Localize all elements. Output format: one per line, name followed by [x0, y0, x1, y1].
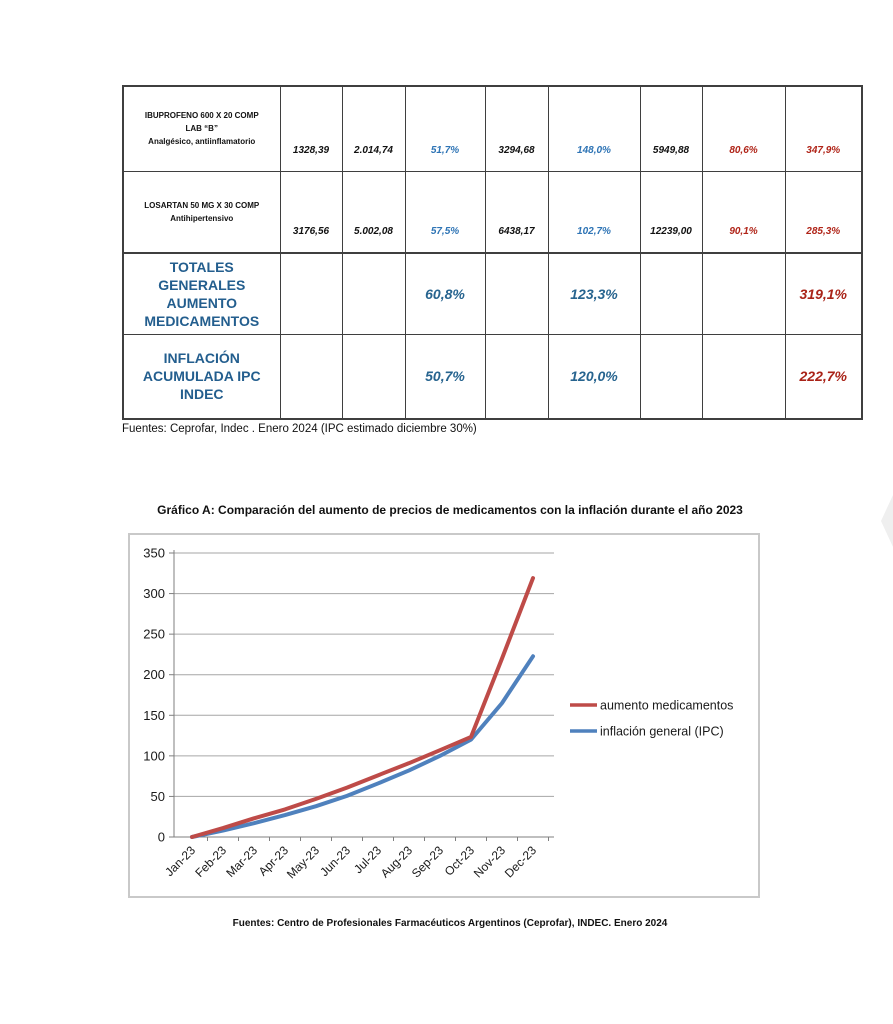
table-cell: 3294,68 [485, 86, 548, 171]
table-cell: 50,7% [405, 334, 485, 419]
table-cell: 51,7% [405, 86, 485, 171]
table-cell [342, 253, 405, 334]
table-cell: 60,8% [405, 253, 485, 334]
table-cell: 5.002,08 [342, 171, 405, 253]
x-tick-label: Oct-23 [441, 843, 478, 879]
table-cell [640, 334, 702, 419]
x-tick-label: Jan-23 [162, 843, 199, 880]
medication-price-table [122, 85, 863, 420]
table-cell: 347,9% [785, 86, 862, 171]
y-tick-label: 150 [143, 707, 165, 723]
drug-name-line: Antihipertensivo [170, 213, 234, 223]
table-row-ibuprofeno [123, 86, 862, 171]
table-cell [702, 253, 785, 334]
x-tick-label: May-23 [283, 843, 323, 882]
table-cell: 120,0% [548, 334, 640, 419]
totals-label-line: INDEC [179, 386, 224, 403]
table-row-totales-generales [123, 253, 862, 334]
y-tick-label: 200 [143, 667, 165, 683]
table-row-inflacion-ipc [123, 334, 862, 419]
legend-label: aumento medicamentos [600, 698, 734, 713]
drug-name-line: IBUPROFENO 600 X 20 COMP [144, 111, 259, 121]
table-cell: 1328,39 [280, 86, 342, 171]
table-cell: 5949,88 [640, 86, 702, 171]
totals-label-line: AUMENTO [166, 294, 238, 311]
x-tick-label: Nov-23 [470, 843, 509, 881]
x-tick-label: Jun-23 [317, 843, 354, 880]
table-cell [640, 253, 702, 334]
table-cell: 90,1% [702, 171, 785, 253]
legend-label: inflación general (IPC) [600, 724, 724, 739]
chart-title: Gráfico A: Comparación del aumento de precios de medicamentos con la inflación durante el año 2023 [157, 503, 743, 517]
y-tick-label: 0 [157, 829, 165, 845]
table-cell [485, 253, 548, 334]
totals-label-line: TOTALES GENERALES [158, 258, 246, 293]
table-cell [485, 334, 548, 419]
table-cell: 102,7% [548, 171, 640, 253]
table-cell [280, 253, 342, 334]
table-cell [342, 334, 405, 419]
y-tick-label: 300 [143, 586, 165, 602]
drug-name-cell [123, 171, 280, 253]
table-cell: 6438,17 [485, 171, 548, 253]
table-source-caption: Fuentes: Ceprofar, Indec . Enero 2024 (IPC estimado diciembre 30%) [122, 423, 477, 435]
drug-name-line: Analgésico, antiinflamatorio [148, 137, 256, 147]
chart-source-wrap [100, 913, 800, 931]
x-tick-label: Aug-23 [377, 843, 416, 881]
table-cell: 285,3% [785, 171, 862, 253]
x-tick-label: Dec-23 [501, 843, 540, 881]
x-tick-label: Sep-23 [408, 843, 447, 881]
table-cell: 2.014,74 [342, 86, 405, 171]
table-row-losartan [123, 171, 862, 253]
chart-source-caption: Fuentes: Centro de Profesionales Farmacéuticos Argentinos (Ceprofar), INDEC. Enero 2024 [232, 918, 668, 929]
totals-label-line: ACUMULADA IPC [142, 368, 261, 385]
drug-name-cell [123, 86, 280, 171]
table-cell [702, 334, 785, 419]
table-cell: 80,6% [702, 86, 785, 171]
series-line-inflaci-n-general-ipc- [192, 656, 533, 837]
chart-title-wrap [60, 501, 840, 519]
table-cell: 222,7% [785, 334, 862, 419]
y-tick-label: 250 [143, 626, 165, 642]
table-cell: 319,1% [785, 253, 862, 334]
totals-label-line: MEDICAMENTOS [144, 312, 260, 329]
line-chart [128, 533, 760, 898]
table-cell: 148,0% [548, 86, 640, 171]
drug-name-line: LOSARTAN 50 MG X 30 COMP [144, 200, 260, 210]
y-tick-label: 350 [143, 545, 165, 561]
y-tick-label: 100 [143, 748, 165, 764]
x-tick-label: Jul-23 [351, 843, 385, 877]
totals-label-line: INFLACIÓN [163, 350, 240, 367]
totals-label-cell [123, 253, 280, 334]
table-cell: 12239,00 [640, 171, 702, 253]
x-tick-label: Feb-23 [192, 843, 230, 881]
chart-svg [130, 535, 758, 896]
scan-watermark [881, 495, 893, 547]
x-tick-label: Mar-23 [223, 843, 261, 881]
table-cell: 3176,56 [280, 171, 342, 253]
series-line-aumento-medicamentos [192, 578, 533, 837]
table-cell [280, 334, 342, 419]
totals-label-cell [123, 334, 280, 419]
x-tick-label: Apr-23 [255, 843, 292, 879]
y-tick-label: 50 [150, 788, 165, 804]
drug-name-line: LAB “B” [185, 124, 218, 134]
table-cell: 123,3% [548, 253, 640, 334]
table-cell: 57,5% [405, 171, 485, 253]
